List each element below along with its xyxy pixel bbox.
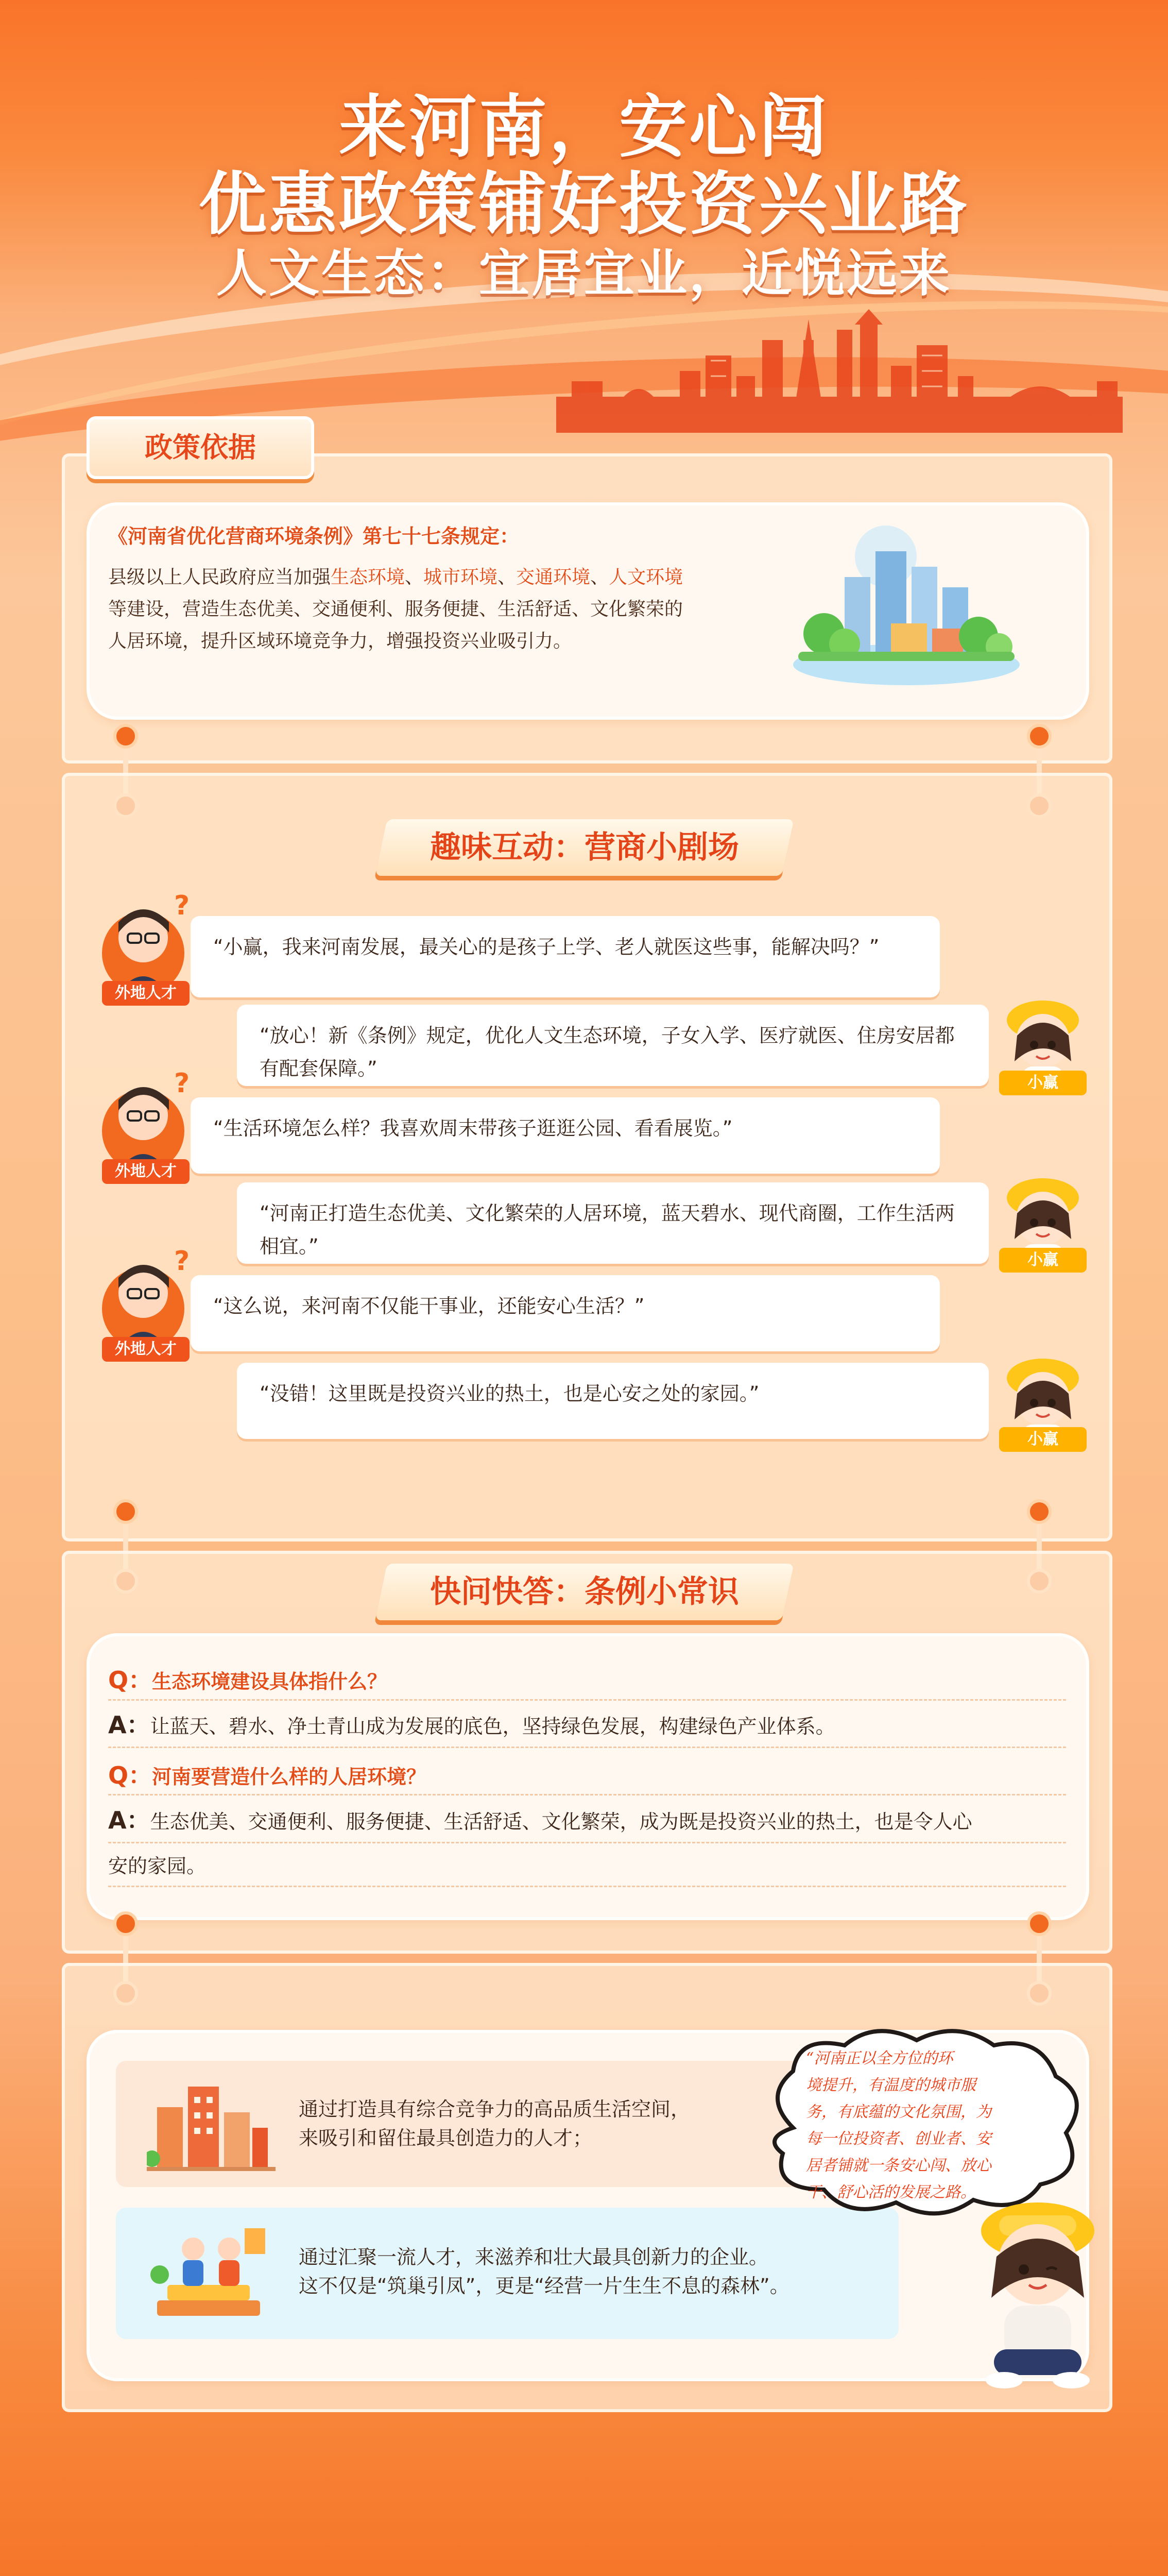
theater-headline: [375, 819, 794, 876]
thought-line: 居者铺就一条安心闯、放心: [806, 2157, 991, 2175]
divider: [108, 1747, 1066, 1748]
headline-subtitle: 人文生态：宜居宜业，近悦远来: [216, 244, 952, 303]
xiaoying-mascot-icon: [963, 2195, 1112, 2391]
connector-peg: [1027, 724, 1052, 749]
separator: 、: [405, 567, 424, 588]
law-title: 《河南省优化营商环境条例》第七十七条规定：: [108, 525, 520, 548]
dialog-bubble-xiaoying: “放心！新《条例》规定，优化人文生态环境，子女入学、医疗就医、住房安居都有配套保障。”: [237, 1005, 989, 1086]
policy-tag: 政策依据: [87, 416, 314, 479]
law-text: 等建设，营造生态优美、交通便利、服务便捷、生活舒适、文化繁荣的人居环境，提升区域环境竞争力，增强投资兴业吸引力。: [108, 599, 683, 652]
row-line: 通过汇聚一流人才，来滋养和壮大最具创新力的企业。: [299, 2246, 769, 2268]
answer-text: 让蓝天、碧水、净土青山成为发展的底色，坚持绿色发展，构建绿色产业体系。: [150, 1715, 835, 1738]
svg-text:?: ?: [174, 1247, 190, 1277]
highlight-term: 城市环境: [423, 567, 498, 588]
talent-name-tag: 外地人才: [102, 1159, 190, 1184]
a-prefix: A：: [108, 1806, 150, 1834]
row-line: 通过打造具有综合竞争力的高品质生活空间，: [299, 2098, 691, 2121]
connector-peg: [113, 1911, 138, 1936]
thought-line: 干、舒心活的发展之路。: [806, 2183, 976, 2201]
talent-avatar-icon: [97, 1069, 195, 1172]
answer-1: [108, 1703, 1087, 1749]
answer-text: 安的家园。: [108, 1855, 207, 1877]
qa-headline: [375, 1564, 794, 1620]
connector-peg: [1027, 1911, 1052, 1936]
svg-text:?: ?: [174, 1069, 190, 1099]
svg-text:?: ?: [174, 891, 190, 921]
row-line: 这不仅是“筑巢引凤”，更是“经营一片生生不息的森林”。: [299, 2275, 789, 2297]
a-prefix: A：: [108, 1711, 150, 1739]
connector-peg: [113, 1499, 138, 1524]
separator: 、: [497, 567, 517, 588]
talent-name-tag: 外地人才: [102, 981, 190, 1006]
qa-headline-text: 快问快答：条例小常识: [430, 1574, 739, 1610]
highlight-term: 生态环境: [331, 567, 405, 588]
thought-line: 务，有底蕴的文化氛围，为: [806, 2103, 991, 2121]
talent-avatar-icon: [97, 891, 195, 994]
buildings-icon: [147, 2076, 276, 2174]
hero-banner: [0, 0, 1168, 464]
city-skyline-icon: [556, 309, 1123, 433]
thought-line: 每一位投资者、创业者、安: [806, 2130, 991, 2148]
dialog-bubble-xiaoying: “河南正打造生态优美、文化繁荣的人居环境，蓝天碧水、现代商圈，工作生活两相宜。”: [237, 1182, 989, 1264]
row-line: 来吸引和留住最具创造力的人才；: [299, 2127, 593, 2149]
dialog-bubble-talent: “这么说，来河南不仅能干事业，还能安心生活？”: [191, 1275, 940, 1351]
highlight-term: 人文环境: [609, 567, 683, 588]
law-text: 县级以上人民政府应当加强: [108, 567, 331, 588]
xiaoying-name-tag: 小赢: [999, 1071, 1087, 1095]
teamwork-icon: [147, 2223, 276, 2326]
highlight-term: 交通环境: [516, 567, 591, 588]
headline-line-2: 优惠政策铺好投资兴业路: [199, 165, 969, 244]
thought-text: [806, 2045, 1038, 2206]
headline-line-1: 来河南，安心闯: [339, 88, 829, 167]
question-2: [108, 1757, 426, 1791]
connector-peg: [113, 724, 138, 749]
divider: [108, 1699, 1066, 1701]
xiaoying-name-tag: 小赢: [999, 1248, 1087, 1273]
divider: [108, 1886, 1066, 1887]
xiaoying-name-tag: 小赢: [999, 1427, 1087, 1452]
dialog-bubble-talent: “生活环境怎么样？我喜欢周末带孩子逛逛公园、看看展览。”: [191, 1097, 940, 1174]
question-1: [108, 1662, 387, 1696]
law-body: [108, 562, 700, 657]
eco-city-illustration-icon: [788, 520, 1025, 690]
question-text: 河南要营造什么样的人居环境？: [152, 1766, 426, 1788]
thought-line: 境提升，有温度的城市服: [806, 2076, 976, 2094]
enterprise-row-text: [299, 2243, 789, 2300]
dialog-bubble-xiaoying: “没错！这里既是投资兴业的热土，也是心安之处的家园。”: [237, 1363, 989, 1439]
thought-line: “河南正以全方位的环: [806, 2049, 953, 2067]
q-prefix: Q：: [108, 1666, 152, 1694]
separator: 、: [590, 567, 609, 588]
theater-headline-text: 趣味互动：营商小剧场: [430, 829, 739, 866]
answer-text: 生态优美、交通便利、服务便捷、生活舒适、文化繁荣，成为既是投资兴业的热土，也是令人心: [150, 1810, 972, 1833]
talent-name-tag: 外地人才: [102, 1337, 190, 1362]
talent-row-text: [299, 2095, 690, 2153]
divider: [108, 1842, 1066, 1843]
talent-avatar-icon: [97, 1247, 195, 1350]
dialog-bubble-talent: “小赢，我来河南发展，最关心的是孩子上学、老人就医这些事，能解决吗？”: [191, 916, 940, 997]
divider: [108, 1794, 1066, 1795]
connector-peg: [1027, 1499, 1052, 1524]
q-prefix: Q：: [108, 1761, 152, 1789]
question-text: 生态环境建设具体指什么？: [152, 1670, 387, 1693]
